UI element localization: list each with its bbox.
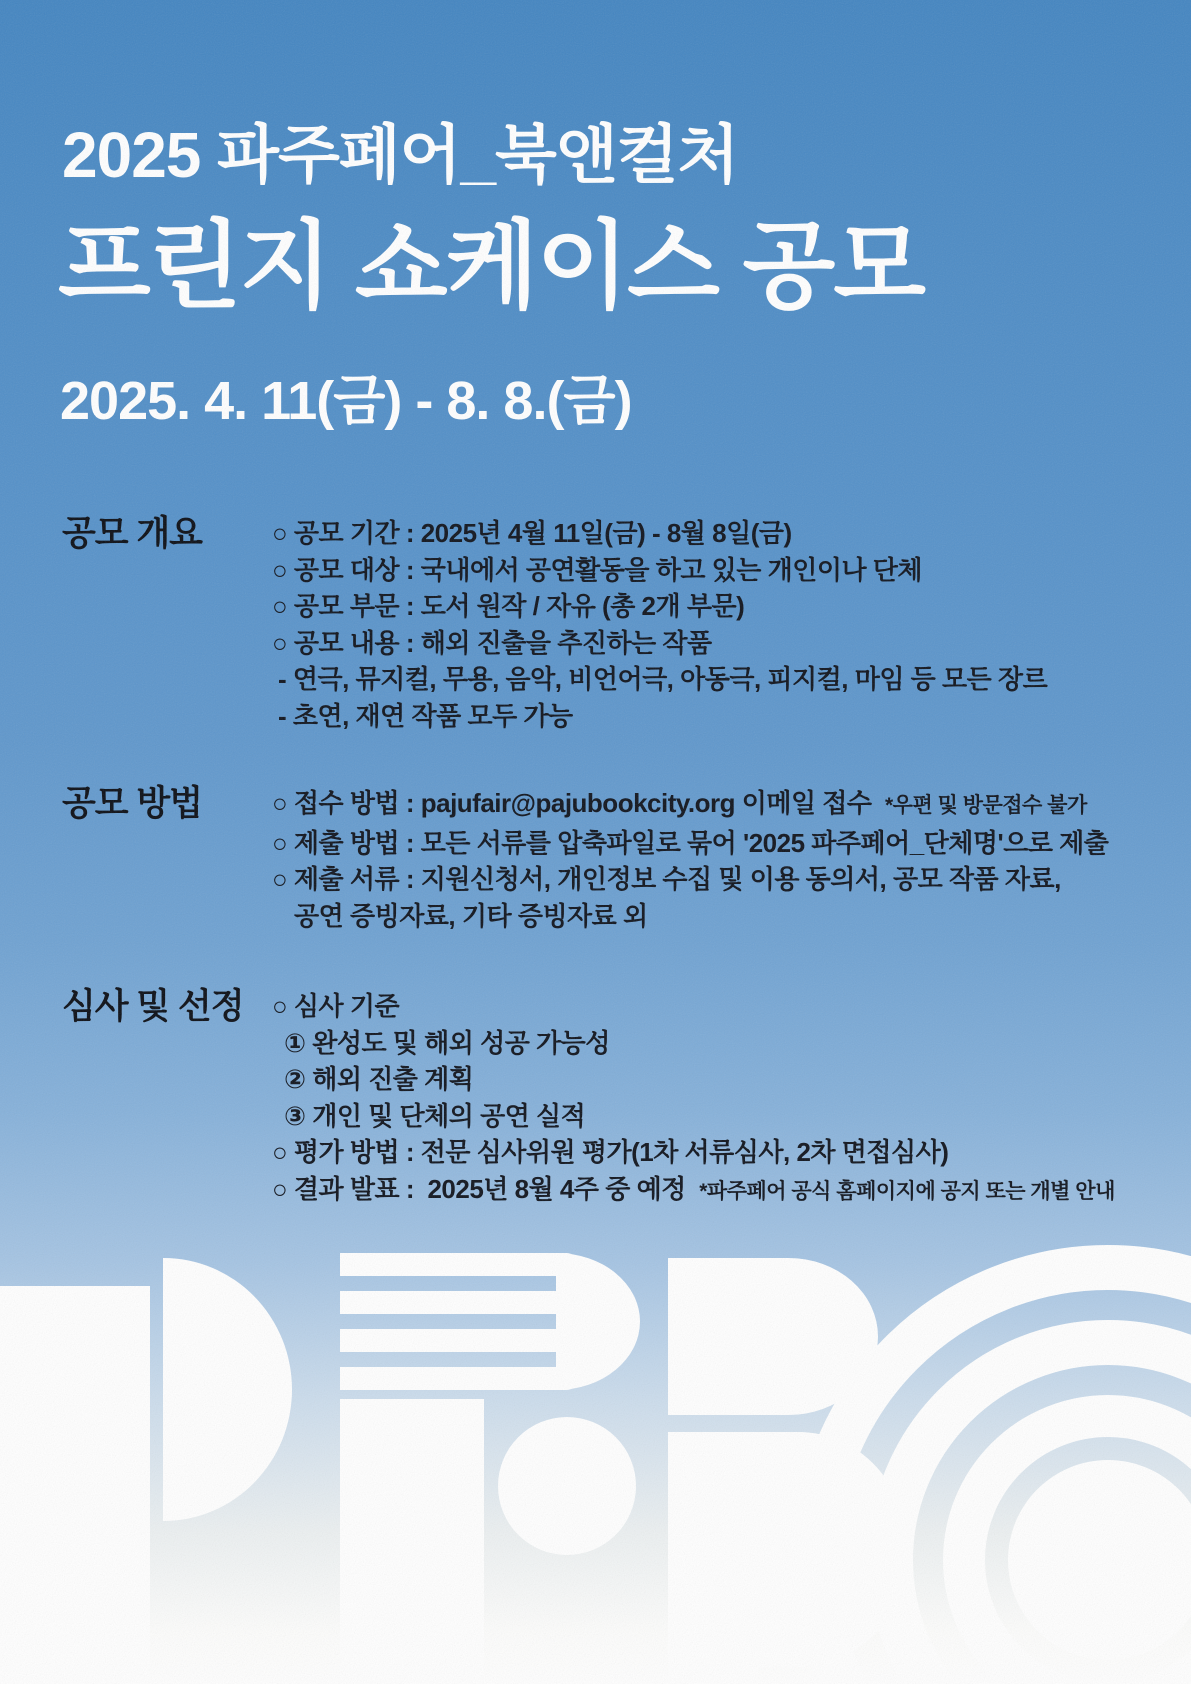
section-line: - 초연, 재연 작품 모두 가능 bbox=[278, 700, 573, 731]
section-line bbox=[272, 785, 1172, 825]
section-line: ○ 공모 내용 : 해외 진출을 추진하는 작품 bbox=[272, 627, 712, 658]
section-line bbox=[272, 1171, 1172, 1211]
section-overview bbox=[62, 515, 1172, 734]
logo-letter-f-stripe-shape bbox=[340, 1253, 578, 1276]
section-heading: 공모 개요 bbox=[62, 514, 202, 553]
section-heading: 심사 및 선정 bbox=[62, 987, 244, 1026]
poster-title: 프린지 쇼케이스 공모 bbox=[58, 213, 924, 320]
section-line: ○ 공모 대상 : 국내에서 공연활동을 하고 있는 개인이나 단체 bbox=[272, 554, 923, 585]
section-method bbox=[62, 785, 1172, 934]
logo-letter-f-stripe-shape bbox=[340, 1367, 578, 1390]
section-line: ○ 공모 기간 : 2025년 4월 11일(금) - 8월 8일(금) bbox=[272, 518, 792, 548]
section-line: ○ 평가 방법 : 전문 심사위원 평가(1차 서류심사, 2차 면접심사) bbox=[272, 1137, 949, 1167]
logo-letter-f-stripe-shape bbox=[340, 1329, 578, 1352]
note-text: *파주페어 공식 홈페이지에 공지 또는 개별 안내 bbox=[699, 1179, 1115, 1203]
section-content bbox=[272, 515, 1172, 734]
logo-letter-f-dot-shape bbox=[498, 1417, 636, 1555]
logo-letter-p-bowl-shape bbox=[163, 1258, 292, 1521]
section-line: ○ 제출 서류 : 지원신청서, 개인정보 수집 및 이용 동의서, 공모 작품 자료, bbox=[272, 864, 1061, 894]
section-line: 공연 증빙자료, 기타 증빙자료 외 bbox=[294, 900, 648, 931]
section-line: ② 해외 진출 계획 bbox=[284, 1064, 474, 1094]
section-content bbox=[272, 785, 1172, 934]
section-heading: 공모 방법 bbox=[62, 784, 202, 823]
poster-date-range: 2025. 4. 11(금) - 8. 8.(금) bbox=[60, 371, 632, 431]
logo-letter-f-bowl-shape bbox=[556, 1253, 640, 1390]
logo-letter-f-bar-shape bbox=[340, 1399, 484, 1684]
section-content bbox=[272, 988, 1172, 1210]
poster-eyebrow: 2025 파주페어_북앤컬처 bbox=[62, 119, 739, 191]
logo-letter-p-stem-shape bbox=[0, 1286, 150, 1684]
section-line: ③ 개인 및 단체의 공연 실적 bbox=[284, 1100, 586, 1131]
section-line: ① 완성도 및 해외 성공 가능성 bbox=[284, 1027, 610, 1058]
section-line: ○ 심사 기준 bbox=[272, 991, 400, 1021]
line-text: ○ 결과 발표 : 2025년 8월 4주 중 예정 bbox=[272, 1173, 700, 1204]
logo-letter-f-stripe-shape bbox=[340, 1291, 578, 1314]
line-text: ○ 접수 방법 : pajufair@pajubookcity.org 이메일 접수 bbox=[272, 788, 885, 818]
section-judging bbox=[62, 988, 1172, 1210]
section-line: - 연극, 뮤지컬, 무용, 음악, 비언어극, 아동극, 피지컬, 마임 등 모든 장르 bbox=[278, 664, 1048, 694]
section-line: ○ 공모 부문 : 도서 원작 / 자유 (총 2개 부문) bbox=[272, 591, 745, 621]
note-text: *우편 및 방문접수 불가 bbox=[885, 794, 1087, 817]
section-line: ○ 제출 방법 : 모든 서류를 압축파일로 묶어 '2025 파주페어_단체명'으로 제출 bbox=[272, 827, 1109, 858]
